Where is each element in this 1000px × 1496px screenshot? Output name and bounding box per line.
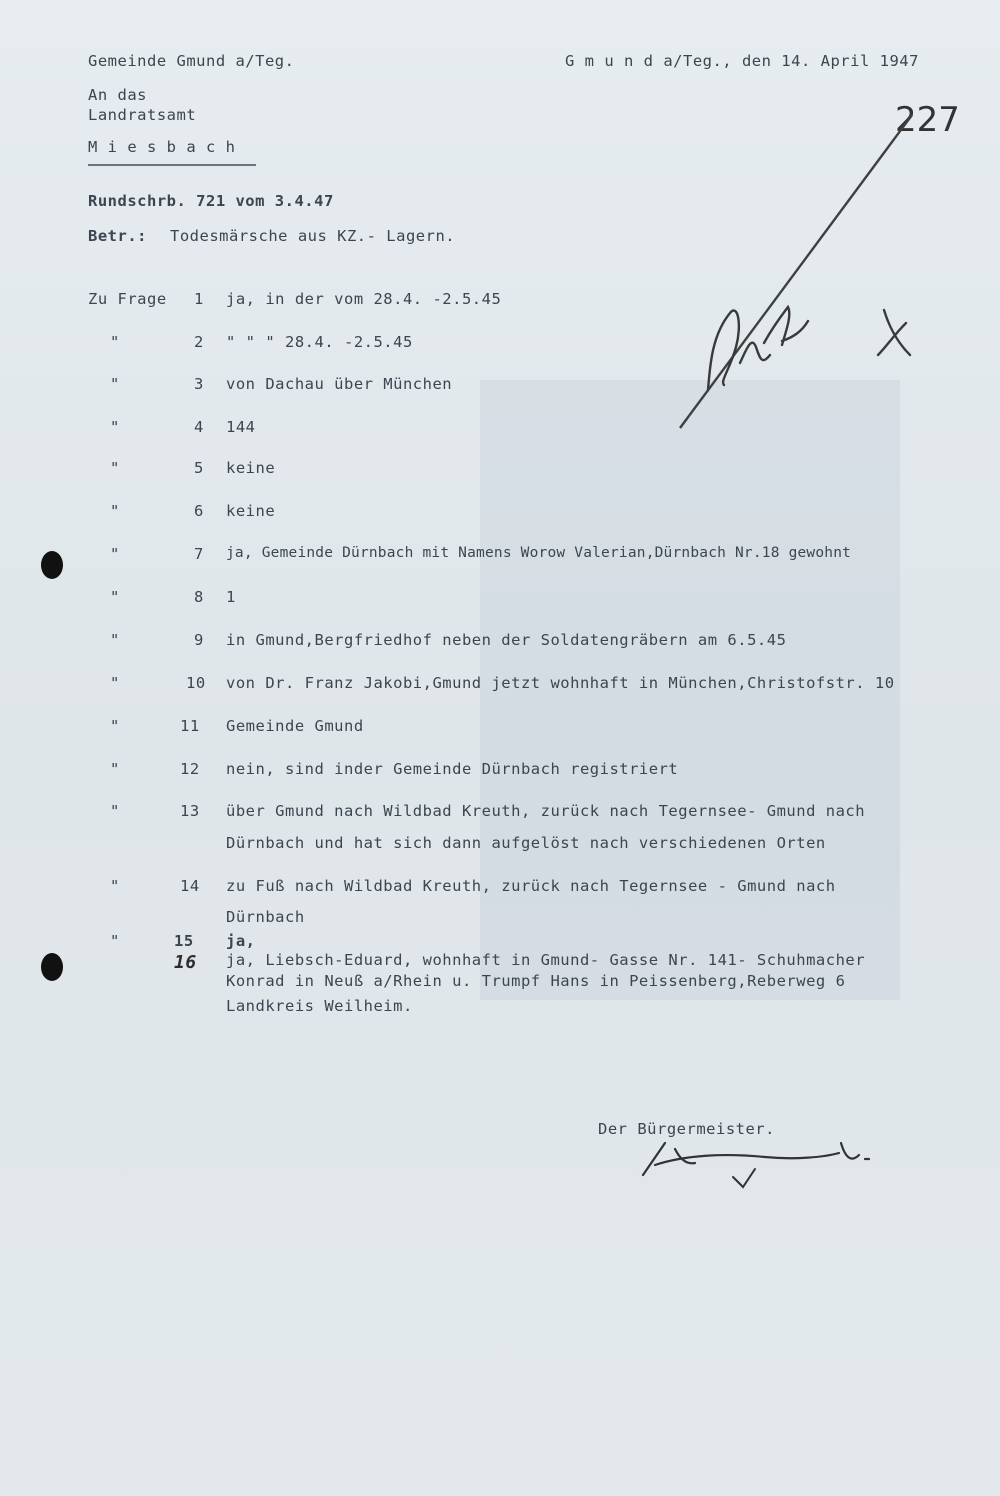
- answer-mark: ": [110, 717, 120, 735]
- handwritten-initial-signature: [690, 285, 820, 405]
- answer-mark: ": [110, 545, 120, 563]
- answer-mark: ": [110, 674, 120, 692]
- answer-text: keine: [226, 502, 276, 520]
- punch-hole-lower: [41, 953, 63, 981]
- answer-number-handwritten: 16: [174, 952, 197, 973]
- recipient-line-1: An das: [88, 86, 147, 104]
- answer-text: " " " 28.4. -2.5.45: [226, 333, 413, 351]
- reference-line: Rundschrb. 721 vom 3.4.47: [88, 192, 334, 210]
- answer-text: über Gmund nach Wildbad Kreuth, zurück nach Tegernsee- Gmund nach: [226, 802, 866, 820]
- answer-number: 3: [194, 375, 204, 393]
- answer-mark: ": [110, 877, 120, 895]
- answer-text: nein, sind inder Gemeinde Dürnbach registriert: [226, 760, 679, 778]
- answer-mark: Zu Frage: [88, 290, 167, 308]
- punch-hole-upper: [41, 551, 63, 579]
- answer-mark: ": [110, 932, 120, 950]
- answer-mark: ": [110, 333, 120, 351]
- answer-number: 7: [194, 545, 204, 563]
- answer-mark: ": [110, 375, 120, 393]
- answer-text-continued: Dürnbach und hat sich dann aufgelöst nach verschiedenen Orten: [226, 834, 826, 852]
- answer-mark: ": [110, 631, 120, 649]
- answer-text: in Gmund,Bergfriedhof neben der Soldatengräbern am 6.5.45: [226, 631, 787, 649]
- answer-text: ja, in der vom 28.4. -2.5.45: [226, 290, 502, 308]
- answer-text-continued: Dürnbach: [226, 908, 305, 926]
- answer-number: 4: [194, 418, 204, 436]
- answer-text: 1: [226, 588, 236, 606]
- answer-text: ja,: [226, 932, 256, 950]
- answer-mark: ": [110, 588, 120, 606]
- recipient-line-3: M i e s b a c h: [88, 138, 236, 156]
- answer-text: von Dr. Franz Jakobi,Gmund jetzt wohnhaft in München,Christofstr. 10: [226, 674, 895, 692]
- answer-number: 10: [186, 674, 206, 692]
- answer-number: 14: [180, 877, 200, 895]
- answer-number: 13: [180, 802, 200, 820]
- answer-text: zu Fuß nach Wildbad Kreuth, zurück nach Tegernsee - Gmund nach: [226, 877, 836, 895]
- recipient-line-2: Landratsamt: [88, 106, 197, 124]
- answer-number: 11: [180, 717, 200, 735]
- sender-line: Gemeinde Gmund a/Teg.: [88, 52, 295, 70]
- answer-text: von Dachau über München: [226, 375, 453, 393]
- answer-number: 8: [194, 588, 204, 606]
- answer-number: 6: [194, 502, 204, 520]
- answer-number: 12: [180, 760, 200, 778]
- answer-text: ja, Liebsch-Eduard, wohnhaft in Gmund- Gasse Nr. 141- Schuhmacher: [226, 951, 866, 969]
- mayor-signature: [615, 1135, 895, 1195]
- answer-number: 2: [194, 333, 204, 351]
- document-number: 227: [895, 100, 960, 140]
- place-date-line: G m u n d a/Teg., den 14. April 1947: [565, 52, 919, 70]
- answer-text-continued: Konrad in Neuß a/Rhein u. Trumpf Hans in Peissenberg,Reberweg 6: [226, 972, 846, 990]
- answer-text: 144: [226, 418, 256, 436]
- answer-number: 9: [194, 631, 204, 649]
- answer-mark: ": [110, 418, 120, 436]
- answer-mark: ": [110, 459, 120, 477]
- handwritten-x-mark: [872, 305, 922, 365]
- answer-number: 5: [194, 459, 204, 477]
- answer-mark: ": [110, 802, 120, 820]
- underline-rule: [88, 164, 256, 166]
- answer-text: Gemeinde Gmund: [226, 717, 364, 735]
- closing-title: Der Bürgermeister.: [598, 1120, 775, 1138]
- answer-mark: ": [110, 760, 120, 778]
- answer-number: 1: [194, 290, 204, 308]
- answer-number: 15: [174, 932, 194, 950]
- answer-text: keine: [226, 459, 276, 477]
- subject-label: Betr.:: [88, 227, 147, 245]
- answer-mark: ": [110, 502, 120, 520]
- answer-text: ja, Gemeinde Dürnbach mit Namens Worow Valerian,Dürnbach Nr.18 gewohnt: [226, 545, 852, 561]
- answer-text-continued: Landkreis Weilheim.: [226, 997, 413, 1015]
- subject-text: Todesmärsche aus KZ.- Lagern.: [170, 227, 456, 245]
